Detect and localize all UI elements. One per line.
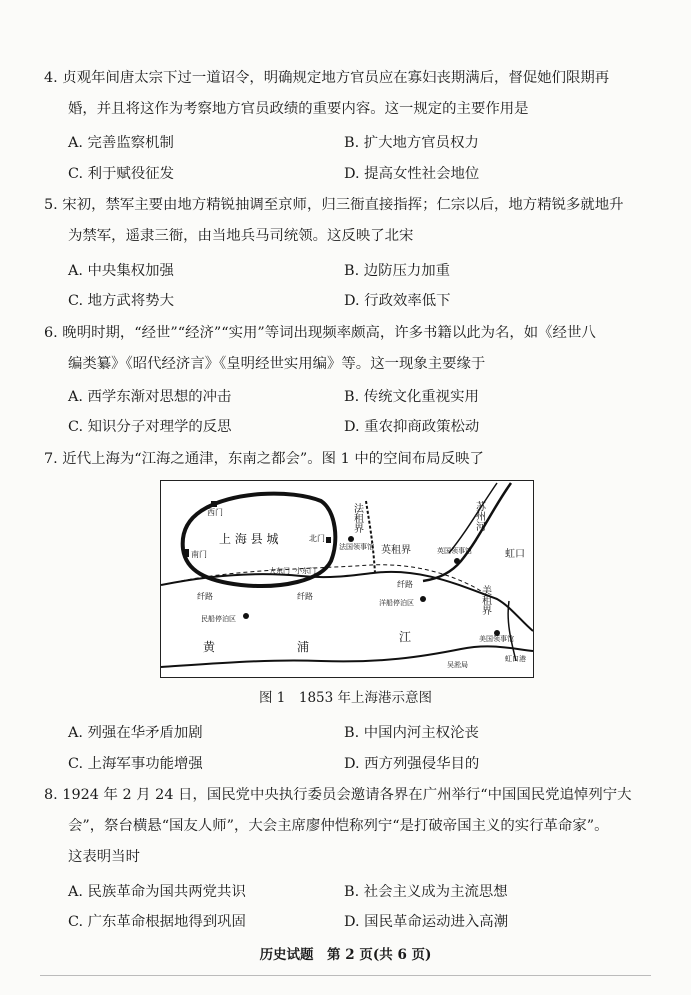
civil-anchorage-label: 民船停泊区 [201,615,236,623]
question-7-stem-line1: 7. 近代上海为“江海之通津，东南之都会”。图 1 中的空间布局反映了 [44,451,484,467]
q4-option-b[interactable]: B. 扩大地方官员权力 [344,135,479,151]
question-6-stem-line2: 编类纂》《昭代经济言》《皇明经世实用编》等。这一现象主要缘于 [68,356,486,372]
british-concession-label: 英租界 [381,545,411,556]
question-6 [44,318,664,380]
american-consulate-label: 美国领事馆 [479,635,514,643]
north-gate-label: 北门 [309,534,325,543]
q6-option-d[interactable]: D. 重农抑商政策松动 [344,419,480,435]
question-5 [44,190,664,252]
french-consulate-marker [348,536,354,542]
q7-option-c[interactable]: C. 上海军事功能增强 [68,756,203,772]
shanghai-port-map [160,480,534,678]
south-gate-label: 南门 [191,550,207,559]
q4-option-d[interactable]: D. 提高女性社会地位 [344,166,480,182]
huang-label: 黄 [203,640,216,654]
city-label: 上 海 县 城 [219,532,279,546]
pu-label: 浦 [297,640,310,654]
civil-anchorage-marker [243,613,249,619]
hongkou-label: 虹口 [505,549,525,560]
question-4-stem-line1: 4. 贞观年间唐太宗下过一道诏令，明确规定地方官员应在寡妇丧期满后，督促她们限期再 [44,70,610,86]
wusong-bureau-label: 吴淞局 [447,661,468,669]
map-svg [161,481,533,677]
american-concession-label: 美租界 [479,585,491,615]
question-8-stem-line2: 会”，祭台横悬“国友人师”，大会主席廖仲恺称列宁“是打破帝国主义的实行革命家”。 [68,818,609,834]
foreign-anchorage-marker [420,596,426,602]
question-7 [44,444,664,475]
question-8 [44,780,664,873]
suzhou-creek [423,483,511,581]
british-consulate-label: 英国领事馆 [437,547,472,555]
q4-option-c[interactable]: C. 利于赋役征发 [68,166,174,182]
q5-option-a[interactable]: A. 中央集权加强 [68,263,174,279]
north-gate-marker [326,537,331,543]
q6-option-b[interactable]: B. 传统文化重视实用 [344,389,479,405]
question-5-stem-line1: 5. 宋初，禁军主要由地方精锐抽调至京师，归三衙直接指挥；仁宗以后，地方精锐多就地升 [44,197,624,213]
qianlu-label-3: 纤路 [397,580,413,589]
q7-option-a[interactable]: A. 列强在华矛盾加剧 [68,725,203,741]
q6-option-c[interactable]: C. 知识分子对理学的反思 [68,419,232,435]
q7-option-b[interactable]: B. 中国内河主权沦丧 [344,725,479,741]
q5-option-d[interactable]: D. 行政效率低下 [344,293,451,309]
concession-boundary [366,501,375,573]
q8-option-c[interactable]: C. 广东革命根据地得到巩固 [68,914,246,930]
q4-option-a[interactable]: A. 完善监察机制 [68,135,174,151]
question-8-stem-line1: 8. 1924 年 2 月 24 日，国民党中央执行委员会邀请各界在广州举行“中国国民党追悼列宁大 [44,787,632,803]
jiang-label: 江 [399,630,412,644]
q6-option-a[interactable]: A. 西学东渐对思想的冲击 [68,389,232,405]
question-8-stem-line3: 这表明当时 [68,849,140,865]
question-5-stem-line2: 为禁军，遥隶三衙，由当地兵马司统领。这反映了北宋 [68,228,414,244]
foreign-anchorage-label: 洋船停泊区 [379,599,414,607]
south-gate-marker [183,549,189,557]
q8-option-b[interactable]: B. 社会主义成为主流思想 [344,884,508,900]
suzhou-river-label: 苏州河 [473,501,485,531]
qianlu-label-1: 纤路 [197,592,213,601]
qianlu-label-2: 纤路 [297,592,313,601]
big-east-gate-label: 大东门 [269,567,290,575]
british-consulate-marker [454,558,460,564]
french-concession-label: 法租界 [351,503,363,533]
q8-option-a[interactable]: A. 民族革命为国共两党共识 [68,884,246,900]
west-gate-label: 西门 [207,508,223,517]
page-footer: 历史试题 第 2 页(共 6 页) [259,947,432,963]
question-4 [44,63,664,125]
french-consulate-label: 法国领事馆 [339,543,374,551]
west-gate-marker [211,501,217,507]
figure-caption: 图 1 1853 年上海港示意图 [258,690,433,706]
q7-option-d[interactable]: D. 西方列强侵华目的 [344,756,480,772]
huangpu-bank-south [161,646,533,667]
small-east-gate-label: 小东门 [295,567,316,575]
question-6-stem-line1: 6. 晚明时期，“经世”“经济”“实用”等词出现频率颇高，许多书籍以此为名，如《经世八 [44,325,596,341]
bottom-divider [40,975,651,976]
q5-option-b[interactable]: B. 边防压力加重 [344,263,451,279]
hongkou-port-label: 虹口港 [505,655,526,663]
q8-option-d[interactable]: D. 国民革命运动进入高潮 [344,914,509,930]
q5-option-c[interactable]: C. 地方武将势大 [68,293,174,309]
question-4-stem-line2: 婚，并且将这作为考察地方官员政绩的重要内容。这一规定的主要作用是 [68,101,529,117]
